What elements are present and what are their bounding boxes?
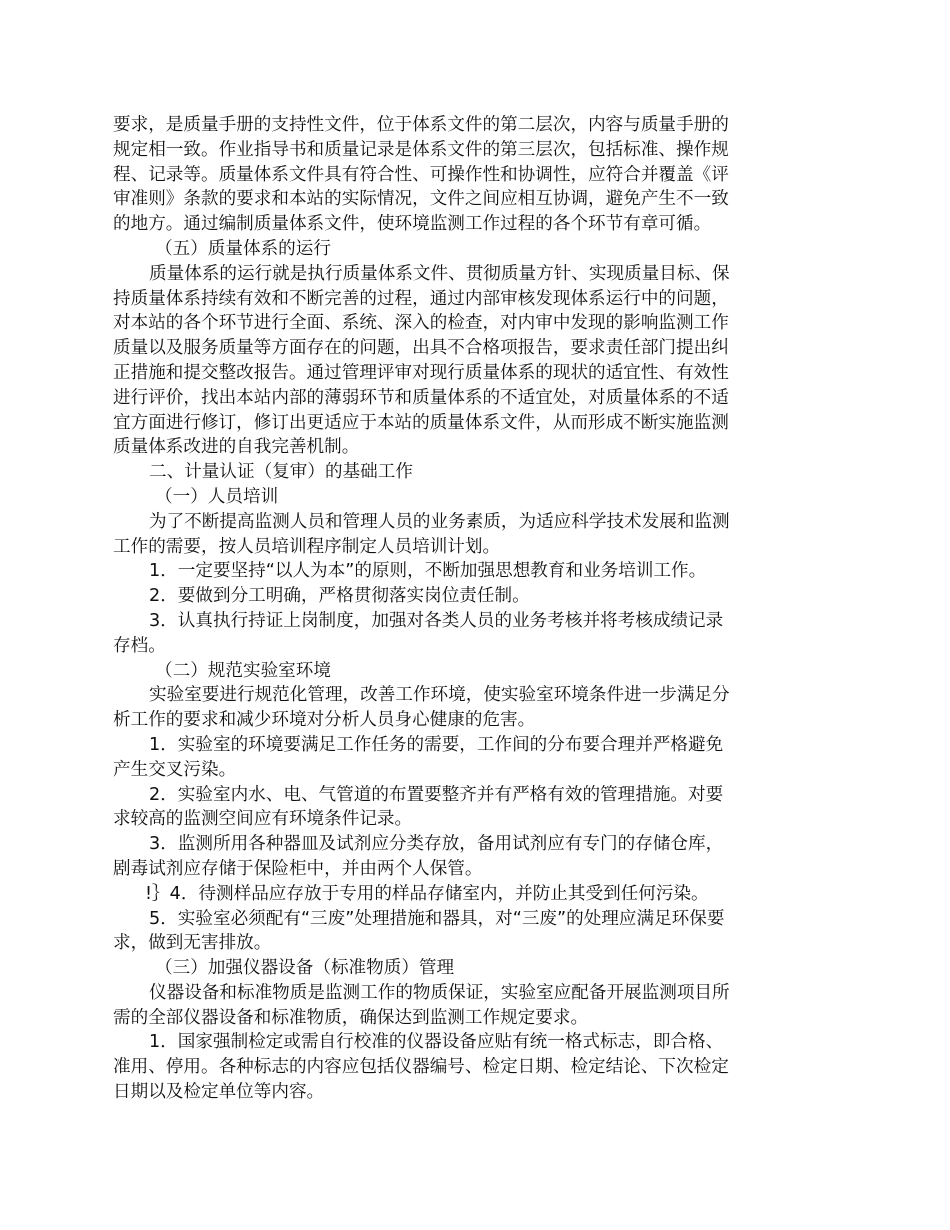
paragraph-line: 对本站的各个环节进行全面、系统、深入的检查，对内审中发现的影响监测工作 [113,313,729,334]
list-item-line: 1．国家强制检定或需自行校准的仪器设备应贴有统一格式标志，即合格、 [149,1032,724,1053]
list-item-line: 3．监测所用各种器皿及试剂应分类存放，备用试剂应有专门的存储仓库， [149,834,724,855]
paragraph-line: 剧毒试剂应存储于保险柜中，并由两个人保管。 [113,858,483,879]
paragraph-line: 程、记录等。质量体系文件具有符合性、可操作性和协调性，应符合并覆盖《评 [113,164,729,185]
section-heading: （一）人员培训 [155,486,279,507]
paragraph-line: 实验室要进行规范化管理，改善工作环境，使实验室环境条件进一步满足分 [149,685,730,706]
paragraph-line: 审准则》条款的要求和本站的实际情况，文件之间应相互协调，避免产生不一致 [113,189,729,210]
list-item-line: 3．认真执行持证上岗制度，加强对各类人员的业务考核并将考核成绩记录 [149,610,724,631]
paragraph-line: 的地方。通过编制质量体系文件，使环境监测工作过程的各个环节有章可循。 [113,214,712,235]
paragraph-line: 日期以及检定单位等内容。 [113,1082,325,1103]
section-heading: （三）加强仪器设备（标准物质）管理 [155,958,455,979]
paragraph-line: 产生交叉污染。 [113,759,237,780]
paragraph-line: 持质量体系持续有效和不断完善的过程，通过内部审核发现体系运行中的问题， [113,288,729,309]
paragraph-line: 仪器设备和标准物质是监测工作的物质保证，实验室应配备开展监测项目所 [149,982,730,1003]
paragraph-line: 进行评价，找出本站内部的薄弱环节和质量体系的不适宜处，对质量体系的不适 [113,387,729,408]
chapter-heading: 二、计量认证（复审）的基础工作 [149,462,413,483]
paragraph-line: 求较高的监测空间应有环境条件记录。 [113,809,413,830]
paragraph-line: 正措施和提交整改报告。通过管理评审对现行质量体系的现状的适宜性、有效性 [113,362,729,383]
paragraph-line: 质量体系的运行就是执行质量体系文件、贯彻质量方针、实现质量目标、保 [149,263,730,284]
section-heading: （二）规范实验室环境 [155,660,331,681]
paragraph-line: 宜方面进行修订，修订出更适应于本站的质量体系文件，从而形成不断实施监测 [113,412,729,433]
list-item-line: 2．要做到分工明确，严格贯彻落实岗位责任制。 [149,586,530,607]
paragraph-line: 求，做到无害排放。 [113,933,272,954]
paragraph-line: 析工作的要求和减少环境对分析人员身心健康的危害。 [113,710,536,731]
paragraph-line: 需的全部仪器设备和标准物质，确保达到监测工作规定要求。 [113,1007,589,1028]
paragraph-line: 要求，是质量手册的支持性文件，位于体系文件的第二层次，内容与质量手册的 [113,115,729,135]
paragraph-line: 存档。 [113,635,166,656]
list-item-line: 5．实验室必须配有“三废”处理措施和器具，对“三废”的处理应满足环保要 [149,908,725,929]
paragraph-line: 质量以及服务质量等方面存在的问题，出具不合格项报告，要求责任部门提出纠 [113,338,729,359]
paragraph-line: 规定相一致。作业指导书和质量记录是体系文件的第三层次，包括标准、操作规 [113,139,729,160]
document-page [113,113,766,1105]
list-item-line: 1．实验室的环境要满足工作任务的需要，工作间的分布要合理并严格避免 [149,734,724,755]
section-heading: （五）质量体系的运行 [155,238,331,259]
list-item-line: !｝4．待测样品应存放于专用的样品存储室内，并防止其受到任何污染。 [145,883,709,904]
paragraph-line: 质量体系改进的自我完善机制。 [113,437,360,458]
list-item-line: 1．一定要坚持“以人为本”的原则，不断加强思想教育和业务培训工作。 [149,561,707,582]
paragraph-line: 准用、停用。各种标志的内容应包括仪器编号、检定日期、检定结论、下次检定 [113,1057,729,1078]
paragraph-line: 工作的需要，按人员培训程序制定人员培训计划。 [113,536,501,557]
paragraph-line: 为了不断提高监测人员和管理人员的业务素质，为适应科学技术发展和监测 [149,511,730,532]
list-item-line: 2．实验室内水、电、气管道的布置要整齐并有严格有效的管理措施。对要 [149,784,724,805]
